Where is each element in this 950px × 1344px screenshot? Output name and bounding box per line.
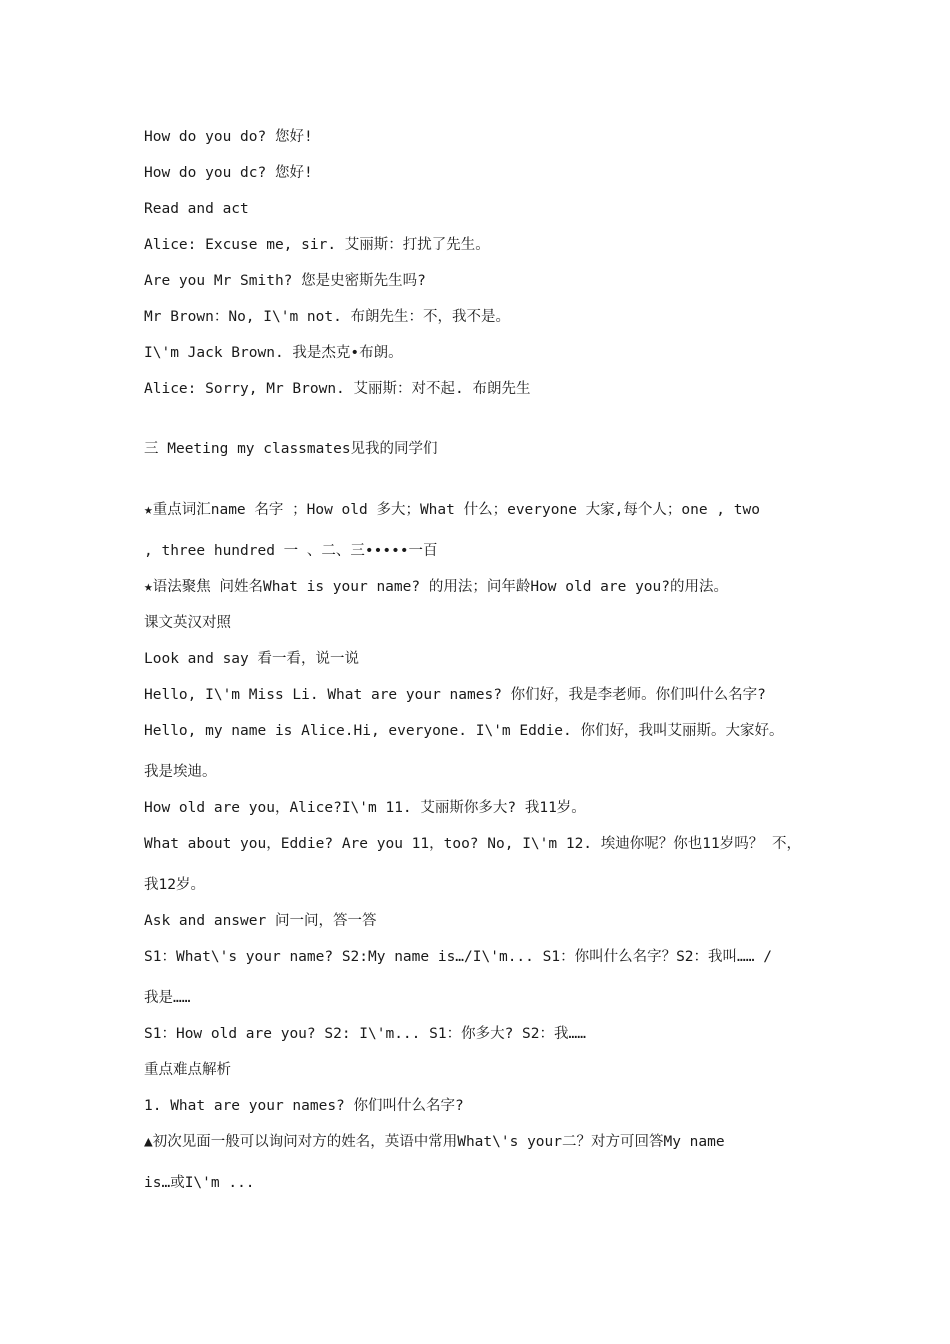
- text-line: 1. What are your names? 你们叫什么名字?: [144, 1098, 464, 1114]
- text-line: Mr Brown：No, I\'m not. 布朗先生：不，我不是。: [144, 309, 511, 325]
- text-line: Ask and answer 问一问，答一答: [144, 913, 377, 929]
- text-line: How old are you，Alice?I\'m 11. 艾丽斯你多大? 我11岁。: [144, 800, 586, 816]
- text-line: I\'m Jack Brown. 我是杰克•布朗。: [144, 345, 403, 361]
- subheading: 课文英汉对照: [144, 615, 231, 631]
- text-line: Look and say 看一看，说一说: [144, 651, 359, 667]
- text-line: Alice: Sorry, Mr Brown. 艾丽斯：对不起. 布朗先生: [144, 381, 531, 397]
- document-page: [144, 0, 824, 1344]
- text-line: How do you do? 您好!: [144, 129, 313, 145]
- text-line: , three hundred 一 、二、三•••••一百: [144, 543, 438, 559]
- text-line: Alice: Excuse me, sir. 艾丽斯：打扰了先生。: [144, 237, 490, 253]
- text-line: ★重点词汇name 名字 ；How old 多大；What 什么；everyone 大家,每个人；one , two: [144, 502, 760, 518]
- section-heading: 三 Meeting my classmates见我的同学们: [144, 441, 438, 457]
- text-line: Hello, my name is Alice.Hi, everyone. I\'m Eddie. 你们好，我叫艾丽斯。大家好。: [144, 723, 784, 739]
- text-line: ▲初次见面一般可以询问对方的姓名，英语中常用What\'s your二？对方可回答My name: [144, 1134, 725, 1150]
- text-line: ★语法聚焦 问姓名What is your name? 的用法；问年龄How old are you?的用法。: [144, 579, 728, 595]
- text-line: How do you dc? 您好!: [144, 165, 313, 181]
- text-line: 我12岁。: [144, 877, 205, 893]
- text-line: S1：What\'s your name? S2:My name is…/I\'m... S1：你叫什么名字？S2：我叫…… /: [144, 949, 772, 965]
- text-line: Hello, I\'m Miss Li. What are your names? 你们好，我是李老师。你们叫什么名字?: [144, 687, 766, 703]
- text-line: is…或I\'m ...: [144, 1175, 255, 1191]
- text-line: What about you，Eddie? Are you 11，too? No, I\'m 12. 埃迪你呢？你也11岁吗？ 不，: [144, 836, 801, 852]
- text-line: 我是……: [144, 990, 191, 1006]
- text-line: 我是埃迪。: [144, 764, 217, 780]
- text-line: S1：How old are you? S2: I\'m... S1：你多大? S2：我……: [144, 1026, 586, 1042]
- subheading: 重点难点解析: [144, 1062, 231, 1078]
- text-line: Are you Mr Smith? 您是史密斯先生吗?: [144, 273, 426, 289]
- text-line: Read and act: [144, 201, 249, 217]
